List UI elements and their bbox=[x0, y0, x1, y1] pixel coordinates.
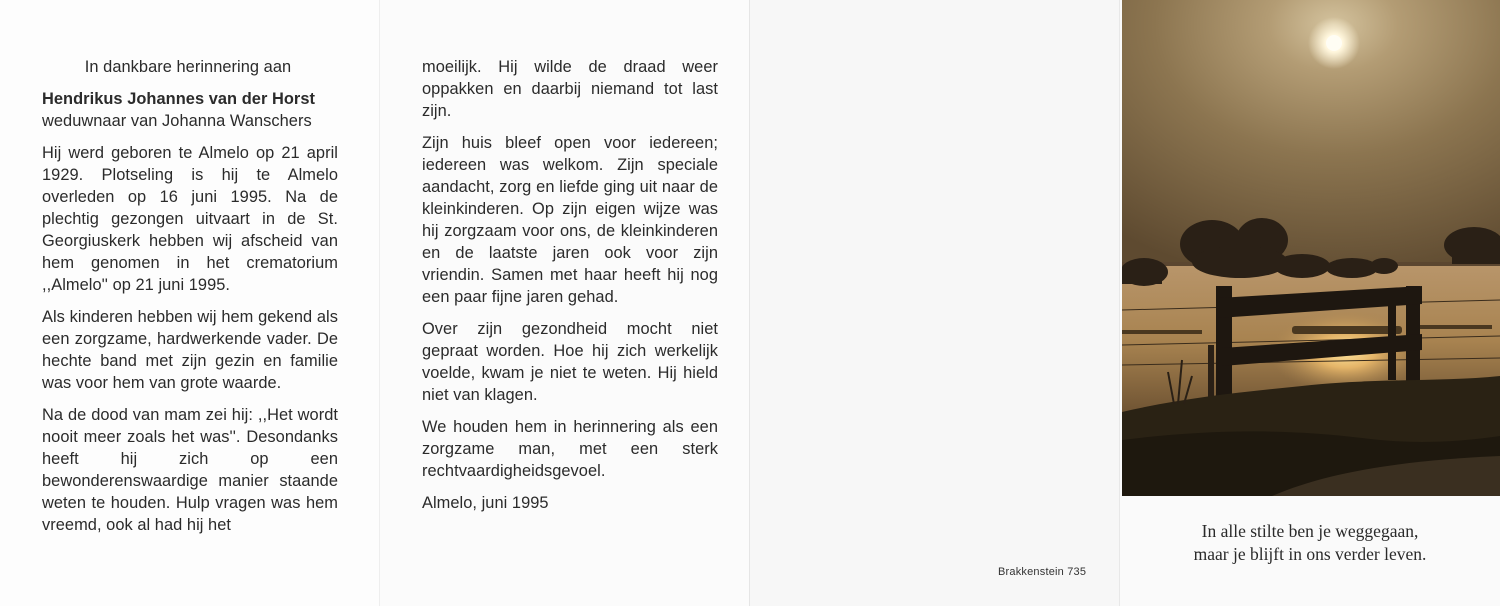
closing-date: Almelo, juni 1995 bbox=[422, 494, 549, 512]
fold-line bbox=[749, 0, 750, 606]
caption-line: In alle stilte ben je weggegaan, bbox=[1201, 521, 1419, 541]
publisher-mark: Brakkenstein 735 bbox=[998, 566, 1087, 578]
panel-blank bbox=[750, 0, 1120, 606]
paragraph: Over zijn gezondheid mocht niet gepraat worden. Hoe hij zich werkelijk voelde, kwam je niet te weten. Hij hield niet van klagen. bbox=[422, 320, 718, 404]
paragraph: We houden hem in herinnering als een zorgzame man, met een sterk rechtvaardigheidsgevoel. bbox=[422, 418, 718, 480]
paragraph: Hij werd geboren te Almelo op 21 april 1929. Plotseling is hij te Almelo overleden op 16 juni 1995. Na de plechtig gezongen uitvaart in de St. Georgiuskerk hebben wij afscheid van hem genomen in het crematorium ,,Almelo'' op 21 juni 1995. bbox=[42, 144, 338, 294]
fold-line bbox=[1119, 0, 1120, 606]
card-heading: In dankbare herinnering aan bbox=[84, 58, 292, 76]
deceased-name: Hendrikus Johannes van der Horst bbox=[42, 90, 316, 108]
paragraph: Als kinderen hebben wij hem gekend als een zorgzame, hardwerkende vader. De hechte band met zijn gezin en familie was voor hem van grote waarde. bbox=[42, 308, 338, 392]
photo-caption bbox=[1120, 520, 1500, 566]
paragraph: Na de dood van mam zei hij: ,,Het wordt nooit meer zoals het was''. Desondanks heeft hij zich op een bewonderenswaardige manier staande weten te houden. Hulp vragen was hem vreemd, ook al had hij het bbox=[42, 406, 338, 534]
fold-line bbox=[379, 0, 380, 606]
left-text-column bbox=[42, 56, 338, 546]
relation-line: weduwnaar van Johanna Wanschers bbox=[42, 112, 312, 130]
paragraph: Zijn huis bleef open voor iedereen; iedereen was welkom. Zijn speciale aandacht, zorg en liefde ging uit naar de kleinkinderen. Op zijn eigen wijze was hij zorgzaam voor ons, de kleinkinderen en de laatste jaren ook voor zijn vriendin. Samen met haar heeft hij nog een paar fijne jaren gehad. bbox=[422, 134, 718, 306]
sunset-photo bbox=[1122, 0, 1500, 496]
right-text-column bbox=[422, 56, 718, 514]
caption-line: maar je blijft in ons verder leven. bbox=[1193, 544, 1427, 564]
paragraph: moeilijk. Hij wilde de draad weer oppakken en daarbij niemand tot last zijn. bbox=[422, 58, 718, 120]
